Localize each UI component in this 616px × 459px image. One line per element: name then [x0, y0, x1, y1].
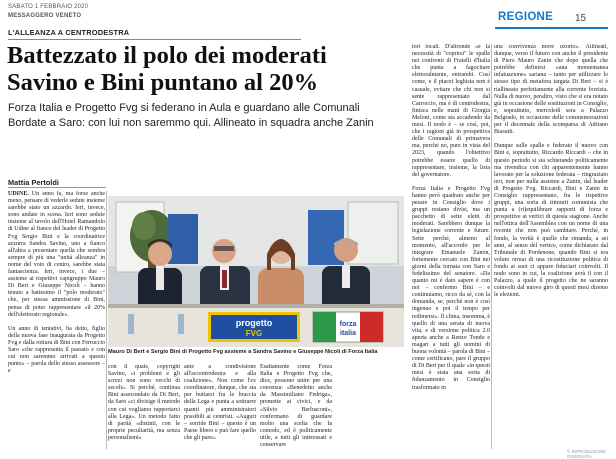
column-rule — [106, 191, 107, 449]
issue-date: SABATO 1 FEBBRAIO 2020 — [8, 4, 89, 10]
flag-text-italia: italia — [340, 330, 356, 337]
article-photo — [108, 196, 404, 347]
body-column-6: una convivenza more uxorio». Allineati, dunque, verso il futuro con anche il presidente di Piero Mauro Zanin che dopo quella che potrebbe definirsi «una momentanea infatuazione» sariana – tanto per utilizzare lo stesso tipo di metafora targata Di Bert – si è riallineato perfettamente alla corrente forzista. Nulla di nuovo, peraltro, visto che si era notato già in occasione delle sostituzioni in Consiglio, e, soprattutto, mercoledì sera a Palazzo Belgrado, in occasione delle commemorazioni per il decennale della scomparsa di Adriano Biasutti. Dunque sulle spalle e federato il nuovo con Bini e, soprattutto, Riccardo Riccardi – che in questo periodo si sta schierando politicamente ma rivendica con chi apparentemente hanno lavorato per la soluzione federata – ringraziato ieri, non per nulla assieme a Zanin, dal leader di Progetto Fvg. Riccardi, Bini e Zanin in Consiglio rappresentano, fra le rispettive gruppi, una sorta di trimurti comunista che punta a (ri)equilibrare rapporti di forza e prospettive ai vertici di questa stagione. Anche nell'ottica dell'Assemblea con un nome di una recente che non può cambiare. Perché, in fondo, la verità è quelle che rimanda, a sei anni, al senso del vertice, come dichiarato dal Tribunale di Pordenone, quando Bini si era voluto ormai di una ricostituzione politica di fondo ai suoi ci appare fiduciari coinvolti. Il nodo sono in cui, la coalizione avrà il con il Palazzo, a quale il progetto che ne saranno coinvolti dal nuovo giro di questi mesi diremo le elezioni. — [494, 44, 608, 299]
section-title: REGIONE — [498, 11, 554, 23]
section-rule — [495, 27, 608, 29]
headline-line-1: Battezzato il polo dei moderati — [7, 42, 327, 69]
copyright-credit: © RIPRODUZIONE RISERVATA — [567, 449, 607, 459]
body-column-5: tori locali. D'altronde «è la necessità di "coprirsi" le spalle nei confronti di Fratelli d'Italia che punta a fagocitare elettoralmente, entrambi. Così come, e il piacet leghista non è casuale, evitare che chi non si sente rappresentato dal Carroccio, ma è di centrodestra, finisca nelle mani di Giorgia Meloni, come sta accadendo da mesi. Il nodo è – se così, poi, che i ragioni già in prospettiva delle Comunali di primavera ma, perché no, pure in vista del 2023, quando l'obiettivo potrebbe essere quello di rappresentare, insieme, la lista del governatore. Forza Italia e Progetto Fvg hanno però quadrato anche per pesare in Consiglio dove i gruppi restano divisi, ma un pacchetto di sette eletti di moderati. Sarebbero dunque la legislazione corrente e future. Sette perché, almeno al momento, all'accordo per le integrare Emanuele Zanon, fortemente cercato con Bini nei giorni della tornata con Saro e fedelissimo del senatore. «Da quanto mi è dato sapere è con noi – confermo Bini – e continuiamo, ricco da sé, con la domanda, se, perché non è così ingenuo e poi il tempo per redimersi». Il clima, insomma, è quello di una serata di nuova vita, e di versione politica 2.0 aperta anche a Renzo Tondo e magari a tutti gli uomini di buona volontà – parola di Bini – come certificano, pare il gruppo di Di Bert per il quale «in questi mesi è stata una sorta di fidanzamento in Consiglio trasformato in — [412, 44, 490, 391]
column-1-text: Un anno fa, ma forse anche meno, pensare di vederle sedute insieme sarebbe stato un azzardo. Ieri, invece, sono andate in scena. Ieri sono sedute insieme al tavolo dell'Hotel Ramandolo di Udine al fianco del leader di Progetto Fvg Sergio Bini e la coordinatrice azzurra Sandra Savino, uno a fianco all'altra a presentare quella che sembra sempre di più una "unità alleanza" in nome del voto di centro, sarebbe stata fantascienza. Ieri, invece, i due – assieme ai rispettivi capigruppo Mauro Di Bert e Giuseppe Nicoli – hanno tenuto a battesimo il "polo moderato" che, per stessa ammissione di Bini, pensa di poter rappresentare «il 20% dell'elettorato regionale». Un anno di tentativi, ha detto, figlio della nuova fase inaugurata da Progetto Fvg e dalla rottura di Bini con Ferruccio Saro «che rappresenta il passato e con cui non saremmo arrivati a questo punto» – parola dello stesso assessore – e — [8, 191, 105, 375]
banner-text-progetto: progetto — [235, 318, 273, 328]
page-number: 15 — [575, 13, 587, 24]
body-column-1 — [8, 191, 105, 449]
article-headline — [7, 42, 402, 96]
byline: Mattia Pertoldi — [8, 178, 59, 187]
publication-name: MESSAGGERO VENETO — [8, 13, 82, 19]
body-column-4: Esattamente come Forza Italia e Progetto Fvg che, dice, possono unire per una coerenza: «Benedetto anche da Massimiliano Fedriga», premette ai civici, e da «Silvio Berlusconi», confermano di guardare molto una scelta che fa comodo, ed è politicamente utile, a tutti gli interessati e conservare — [260, 364, 332, 449]
dateline: UDINE. — [8, 191, 29, 197]
column-rule — [491, 44, 492, 449]
body-column-2: con il quale, copyright Savino, «i problemi e gli screzi non sono vecchi di secoli». Si perché, continua Bini assecondato da Di Bert, da Saro «ci divisige il metodo con cui vogliamo rapportarci alla Lega». Un metodo fatto di parità «distinti, con le proprie peculiarità, ma senza personalismi» — [108, 364, 180, 441]
body-column-3: anie a condivisione all'accentrodestra e alla coalizione». Non come l'ex coordinatore, dunque, che sta per buttarsi fra le braccia della Lega e punta a sottrarre quanti più amministratori possibili ai centristi. «Auguri – sorride Bini – questo è un Paese libero e può fare quello che gli pare». — [184, 364, 256, 441]
headline-line-2: Savino e Bini puntano al 20% — [7, 69, 319, 96]
byline-rule — [8, 187, 106, 188]
photo-caption: Mauro Di Bert e Sergio Bini di Progetto Fvg assieme a Sandra Savino e Giuseppe Nicoli di Forza Italia — [108, 349, 378, 355]
article-subhead: Forza Italia e Progetto Fvg si federano in Aula e guardano alle Comunali Bordate a Saro: con lui non saremmo qui. Allineato in squadra anche Zanin — [8, 102, 374, 129]
banner-text-fvg: FVG — [245, 329, 263, 338]
article-kicker: L'ALLEANZA A CENTRODESTRA — [8, 28, 130, 37]
photo-illustration — [108, 196, 404, 347]
kicker-rule — [8, 39, 301, 40]
flag-text-forza: forza — [339, 321, 357, 328]
